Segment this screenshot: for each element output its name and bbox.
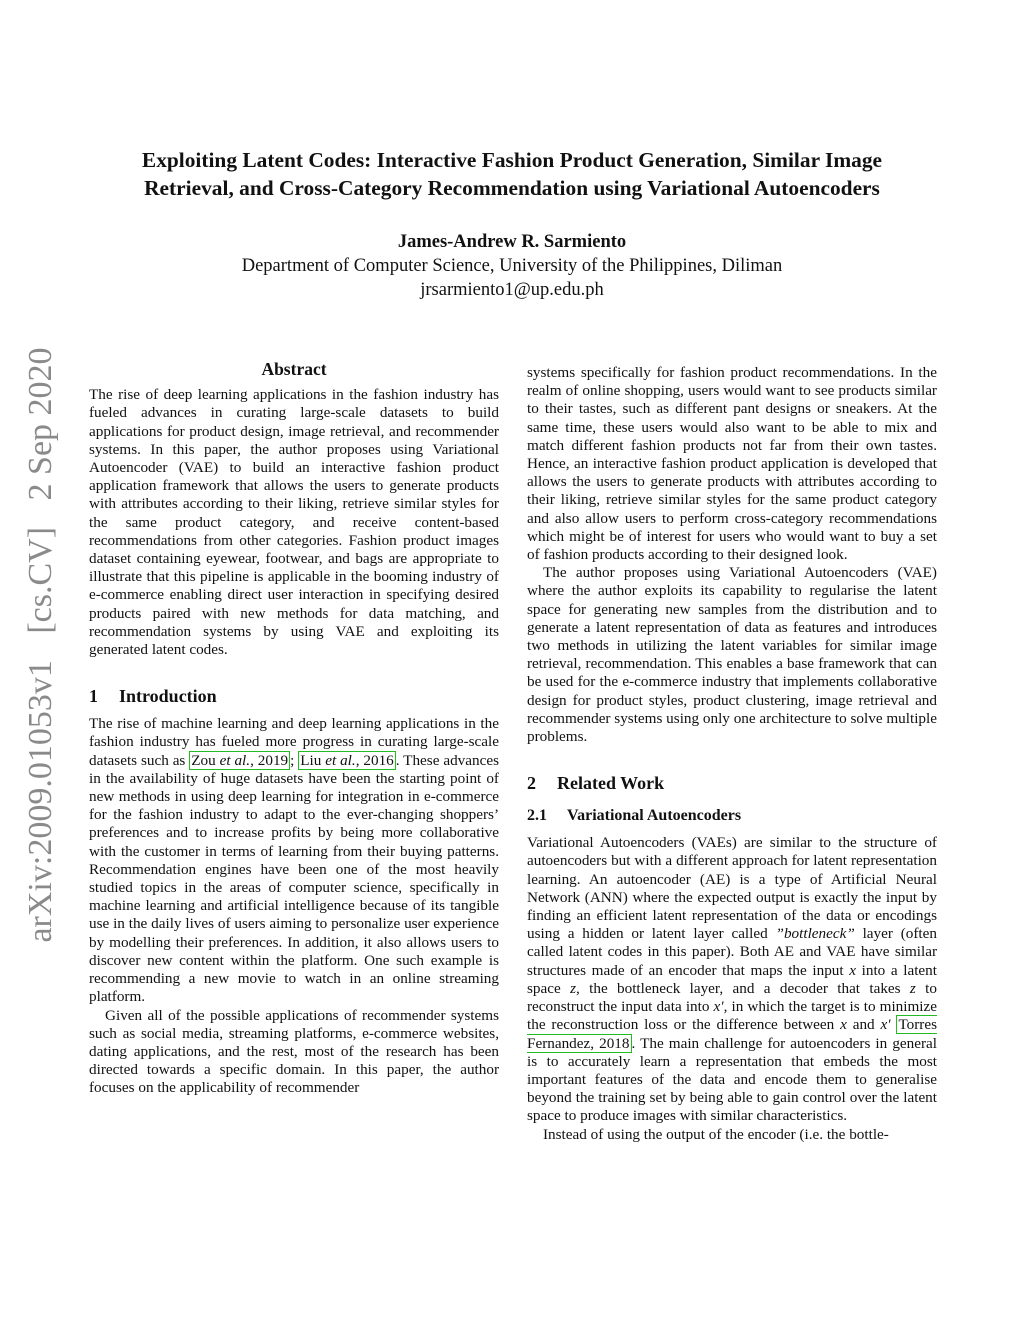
intro-paragraph-4: The author proposes using Variational Autoencoders (VAE) where the author exploits its capability to regularise the latent space for generating new samples from the distribution and to generate a latent representation of data as features and introduces two methods in utilizing the latent variables for similar image retrieval, recommendation. This enables a base framework that can be used for the e-commerce industry that implements collaborative design for product styles, product clustering, image retrieval and recommender systems using only one architecture to solve multiple problems. [527,564,937,746]
title-line-2: Retrieval, and Cross-Category Recommendation using Variational Autoencoders [144,176,880,200]
section-heading-introduction [89,685,499,707]
text-run: to reconstruct the input data into [527,979,937,1016]
intro-paragraph-3: systems specifically for fashion product recommendations. In the realm of online shopping, users would want to see products similar to their tastes, such as different pant designs or sneakers. At the same time, these users would also want to be able to mix and match different fashion products not far from their own tastes. Hence, an interactive fashion product application is developed that allows the users to generate products with attributes according to their liking, retrieve similar styles for the same product category and also allow users to perform cross-category recommendations which might be of interest for users who would want to buy a set of fashion products according to their designed look. [527,364,937,564]
cite-text: , 2019 [250,751,289,769]
intro-paragraph-1 [89,715,499,1006]
section-heading-related-work [527,772,937,794]
text-run: into a latent space [527,961,937,997]
author-block [160,230,864,302]
paper-title [70,146,954,202]
math-var: x [849,961,856,979]
math-var: x′ [713,998,724,1016]
text-run: . These advances in the availability of huge datasets have been the starting point of new methods in using deep learning for integration in e-commerce for the fashion industry to adapt to the ever-changing shoppers’ preferences and to increase profits by being more collaborative with the customer in terms of learning from their buying patterns. Recommendation engines have been one of the most heavily studied topics in the areas of computer science, specifically in machine learning and artificial intelligence because of its tangible use in the daily lives of users aiming to personalize user experience by modelling their preferences. In addition, it also allows users to discover new content within the platform. One such example is recommending a new movie to watch in an online streaming platform. [89,751,499,1006]
author-email: jrsarmiento1@up.edu.ph [420,280,604,300]
section-title: Related Work [557,773,665,794]
right-column [527,364,937,1144]
text-run: layer (often called latent codes in this paper). Both AE and VAE have similar structures made of an encoder that maps the input [527,925,937,979]
cite-text: Liu [300,751,326,769]
cite-text: et al. [325,751,356,769]
text-run: , the bottleneck layer, and a decoder that takes [576,979,910,997]
text-run: ; [290,751,299,769]
text-run: ”bottleneck” [775,925,855,943]
related-paragraph-2: Instead of using the output of the encoder (i.e. the bottle- [543,1125,889,1143]
text-run: The rise of machine learning and deep learning applications in the fashion industry has fueled more progress in curating large-scale datasets such as [89,715,499,769]
author-name: James-Andrew R. Sarmiento [397,232,627,252]
section-number: 1 [89,686,98,707]
section-number: 2 [527,773,536,794]
intro-paragraph-2: Given all of the possible applications of recommender systems such as social media, streaming platforms, e-commerce websites, dating applications, and the rest, most of the research has been directed towards a specific domain. In this paper, the author focuses on the applicability of recommender [89,1006,499,1097]
text-run: , in which the target is to minimize the reconstruction loss or the difference between [527,998,937,1034]
cite-text: , 2016 [355,751,394,769]
subsection-title: Variational Autoencoders [567,807,742,825]
citation-link-zou[interactable] [189,751,290,770]
abstract-heading: Abstract [261,359,327,379]
arxiv-date: 2 Sep 2020 [22,347,59,501]
subsection-number: 2.1 [527,807,547,825]
cite-text: Torres Fernandez, 2018 [527,1016,938,1052]
author-affiliation: Department of Computer Science, University of the Philippines, Diliman [241,256,783,276]
cite-text: et al. [219,751,251,769]
math-var: x [840,1016,847,1034]
abstract-text: The rise of deep learning applications in the fashion industry has fueled advances in curating large-scale datasets to build applications for product design, image retrieval, and recommender systems. In this paper, the author proposes using Variational Autoencoder (VAE) to build an interactive fashion product application framework that allows the users to generate products with attributes according to their liking, retrieve similar styles for the same product category, and receive content-based recommendations from other categories. Fashion product images dataset containing eyewear, footwear, and bags are appropriate to illustrate that this pipeline is applicable in the booming industry of e-commerce enabling direct user interaction in specifying desired products paired with new methods for data matching, and recommendation systems by using VAE and exploiting its generated latent codes. [89,386,499,659]
cite-text: Zou [191,751,220,769]
arxiv-id: arXiv:2009.01053v1 [22,660,59,943]
subsection-heading-vae [527,806,937,826]
text-run: . The main challenge for autoencoders in general is to accurately learn a representation that embeds the most important features of the data and encode them to generalise beyond the training set by being able to gain control over the latent space to produce images with similar characteristics. [527,1034,938,1125]
left-column [89,360,499,1098]
math-var: z [909,979,916,997]
arxiv-stamp [21,347,61,942]
citation-link-liu[interactable] [298,751,396,770]
math-var: z [570,979,576,997]
math-var: x′ [880,1016,891,1034]
text-run: and [846,1016,881,1034]
arxiv-category: [cs.CV] [22,526,59,634]
title-line-1: Exploiting Latent Codes: Interactive Fashion Product Generation, Similar Image [141,148,883,172]
section-title: Introduction [119,686,217,707]
text-run: Variational Autoencoders (VAEs) are similar to the structure of autoencoders but with a different approach for latent representation learning. An autoencoder (AE) is a type of Artificial Neural Network (ANN) where the expected output is exactly the input by finding an efficient latent representation of the data or encodings using a hidden or latent layer called [527,834,937,943]
related-paragraph-1 [527,834,937,1125]
